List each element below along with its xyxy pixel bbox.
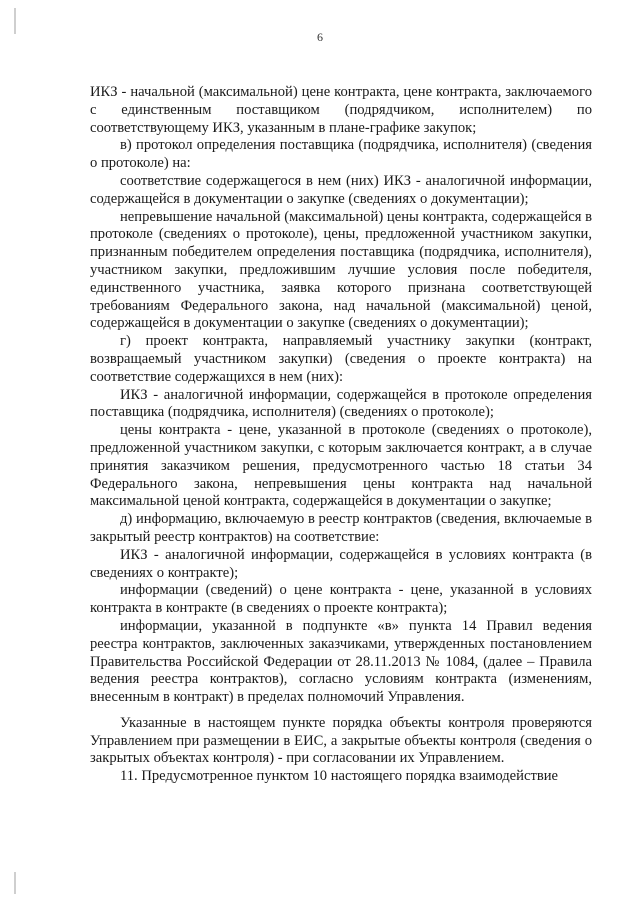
paragraph-ikz-contract-match: ИКЗ - аналогичной информации, содержащейся в протоколе определения поставщика (подрядчика, исполнителя) (сведениях о протоколе); xyxy=(90,386,592,421)
paragraph-item-11: 11. Предусмотренное пунктом 10 настоящего порядка взаимодействие xyxy=(120,768,559,785)
paragraph-ikz-protocol-match: соответствие содержащегося в нем (них) ИКЗ - аналогичной информации, содержащейся в документации о закупке (сведениях о документации); xyxy=(90,172,592,207)
paragraph-control-objects-check: Указанные в настоящем пункте порядка объекты контроля проверяются Управлением при размещении в ЕИС, а закрытые объекты контроля (сведения о закрытых объектах контроля) - при согласовании их Управлением. xyxy=(90,714,592,767)
paragraph-item-g-contract-draft: г) проект контракта, направляемый участнику закупки (контракт, возвращаемый участником закупки) (сведения о проекте контракта) на соответствие содержащихся в нем (них): xyxy=(90,333,592,385)
paragraph-price-not-exceeding: непревышение начальной (максимальной) цены контракта, содержащейся в протоколе (сведениях о протоколе), цены, предложенной участником закупки, признанным победителем определения поставщика (подрядчика, исполнителя), участником закупки, предложившим лучшие условия после победителя, единственного участника, заявка которого признана соответствующей требованиям Федерального закона, над начальной (максимальной) ценой, содержащейся в документации о закупке (сведениях о документации); xyxy=(90,208,592,332)
document-body xyxy=(90,84,592,786)
paragraph-item-d-registry: д) информацию, включаемую в реестр контрактов (сведения, включаемые в закрытый реестр контрактов) на соответствие: xyxy=(90,511,592,545)
scan-edge-mark-bottom xyxy=(14,872,16,894)
paragraph-registry-rules: информации, указанной в подпункте «в» пункта 14 Правил ведения реестра контрактов, заключенных заказчиками, утвержденных постановлением Правительства Российской Федерации от 28.11.2013 № 1084, (далее – Правила ведения реестра контрактов), согласно условиям контракта (изменениям, внесенным в контракт) в пределах полномочий Управления. xyxy=(90,617,592,706)
paragraph-contract-price-info: информации (сведений) о цене контракта - цене, указанной в условиях контракта в контракте (в сведениях о проекте контракта); xyxy=(90,582,592,617)
paragraph-ikz-registry-match: ИКЗ - аналогичной информации, содержащейся в условиях контракта (в сведениях о контракте); xyxy=(90,546,592,581)
paragraph-item-v-protocol: в) протокол определения поставщика (подрядчика, исполнителя) (сведения о протоколе) на: xyxy=(90,137,592,172)
paragraph-contract-price: цены контракта - цене, указанной в протоколе (сведениях о протоколе), предложенной участником закупки, с которым заключается контракт, а в случае принятия заказчиком решения, предусмотренного частью 18 статьи 34 Федерального закона, непревышения цены контракта над начальной максимальной ценой контракта, содержащейся в документации о закупке; xyxy=(90,422,592,510)
page-number: 6 xyxy=(317,30,323,44)
paragraph-ikz-price-single-supplier: ИКЗ - начальной (максимальной) цене контракта, цене контракта, заключаемого с единственным поставщиком (подрядчиком, исполнителем) по соответствующему ИКЗ, указанным в плане-графике закупок; xyxy=(90,84,592,136)
